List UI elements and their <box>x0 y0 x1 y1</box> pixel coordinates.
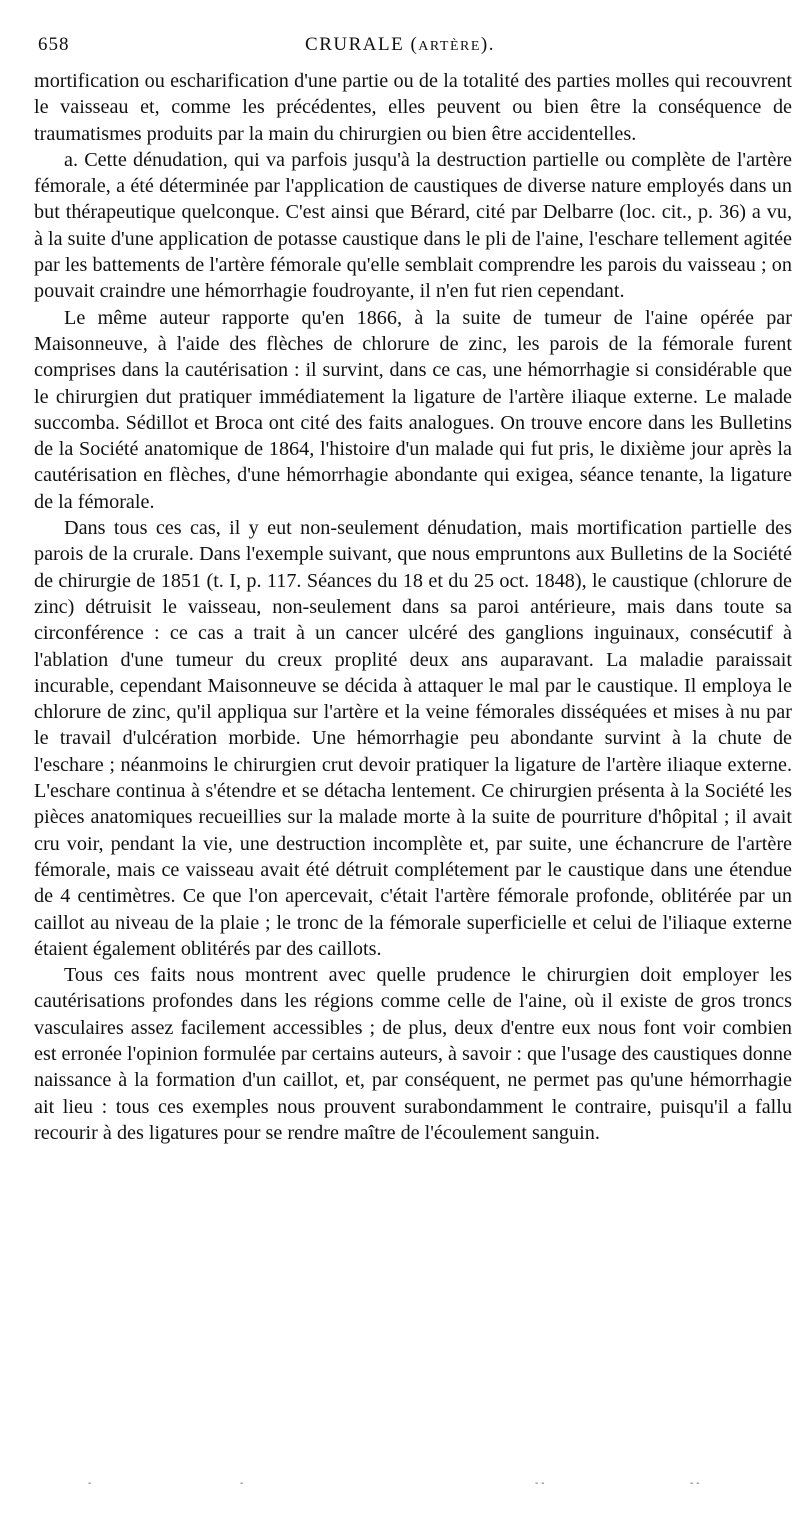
body-text <box>34 68 792 1146</box>
paragraph-conclusion: Tous ces faits nous montrent avec quelle prudence le chirurgien doit employer les cautérisations profondes dans les régions comme celle de l'aine, où il existe de gros troncs vasculaires assez facilement accessibles ; de plus, deux d'entre eux nous font voir combien est erronée l'opinion formulée par certains auteurs, à savoir : que l'usage des caustiques donne naissance à la formation d'un caillot, et, par conséquent, ne permet pas qu'une hémorrhagie ait lieu : tous ces exemples nous prouvent surabondamment le contraire, puisqu'il a fallu recourir à des ligatures pour se rendre maître de l'écoulement sanguin. <box>34 964 792 1144</box>
footer-marks <box>0 1478 800 1488</box>
running-head-title: CRURALE ( <box>305 34 419 55</box>
footer-mark: - <box>240 1478 244 1489</box>
paragraph-continuation: mortification ou escharification d'une partie ou de la totalité des parties molles qui recouvrent le vaisseau et, comme les précédentes, elles peuvent ou bien être la conséquence de traumatismes produits par la main du chirurgien ou bien être accidentelles. <box>34 70 792 145</box>
running-head-smallcaps: ARTÈRE <box>418 39 481 54</box>
running-head-end: ). <box>480 34 495 55</box>
footer-mark: - - <box>535 1478 545 1489</box>
running-head <box>26 34 774 56</box>
footer-mark: - <box>88 1478 92 1489</box>
page-header <box>26 34 774 64</box>
paragraph-tous-ces-cas: Dans tous ces cas, il y eut non-seulement dénudation, mais mortification partielle des parois de la crurale. Dans l'exemple suivant, que nous empruntons aux Bulletins de la Société de chirurgie de 1851 (t. I, p. 117. Séances du 18 et du 25 oct. 1848), le caustique (chlorure de zinc) détruisit le vaisseau, non-seulement dans sa paroi antérieure, mais dans toute sa circonférence : ce cas a trait à un cancer ulcéré des ganglions inguinaux, consécutif à l'ablation d'une tumeur du creux proplité deux ans auparavant. La maladie paraissait incurable, cependant Maisonneuve se décida à attaquer le mal par le caustique. Il employa le chlorure de zinc, qu'il appliqua sur l'artère et la veine fémorales disséquées et mises à nu par le travail d'ulcération morbide. Une hémorrhagie peu abondante survint à la chute de l'eschare ; néanmoins le chirurgien crut devoir pratiquer la ligature de l'artère iliaque externe. L'eschare continua à s'étendre et se détacha lentement. Ce chirurgien présenta à la Société les pièces anatomiques recueillies sur la malade morte à la suite de pourriture d'hôpital ; il avait cru voir, pendant la vie, une destruction incomplète et, par suite, une échancrure de l'artère fémorale, mais ce vaisseau avait été détruit complétement par le caustique dans une étendue de 4 centimètres. Ce que l'on apercevait, c'était l'artère fémorale profonde, oblitérée par un caillot au niveau de la plaie ; le tronc de la fémorale superficielle et celui de l'iliaque externe étaient également oblitérés par des caillots. <box>34 517 792 960</box>
paragraph-meme-auteur: Le même auteur rapporte qu'en 1866, à la suite de tumeur de l'aine opérée par Maisonneuve, à l'aide des flèches de chlorure de zinc, les parois de la fémorale furent comprises dans la cautérisation : il survint, dans ce cas, une hémorrhagie si considérable que le chirurgien dut pratiquer immédiatement la ligature de l'artère iliaque externe. Le malade succomba. Sédillot et Broca ont cité des faits analogues. On trouve encore dans les Bulletins de la Société anatomique de 1864, l'histoire d'un malade qui fut pris, le dixième jour après la cautérisation en flèches, d'une hémorrhagie abondante qui exigea, séance tenante, la ligature de la fémorale. <box>34 306 792 513</box>
footer-mark: - - <box>690 1478 700 1489</box>
page-number: 658 <box>38 34 70 55</box>
paragraph-a-denudation: a. Cette dénudation, qui va parfois jusqu'à la destruction partielle ou complète de l'artère fémorale, a été déterminée par l'application de caustiques de diverse nature employés dans un but thérapeutique quelconque. C'est ainsi que Bérard, cité par Delbarre (loc. cit., p. 36) a vu, à la suite d'une application de potasse caustique dans le pli de l'aine, l'eschare tellement agitée par les battements de l'artère fémorale qu'elle semblait comprendre les parois du vaisseau ; on pouvait craindre une hémorrhagie foudroyante, il n'en fut rien cependant. <box>34 148 792 303</box>
